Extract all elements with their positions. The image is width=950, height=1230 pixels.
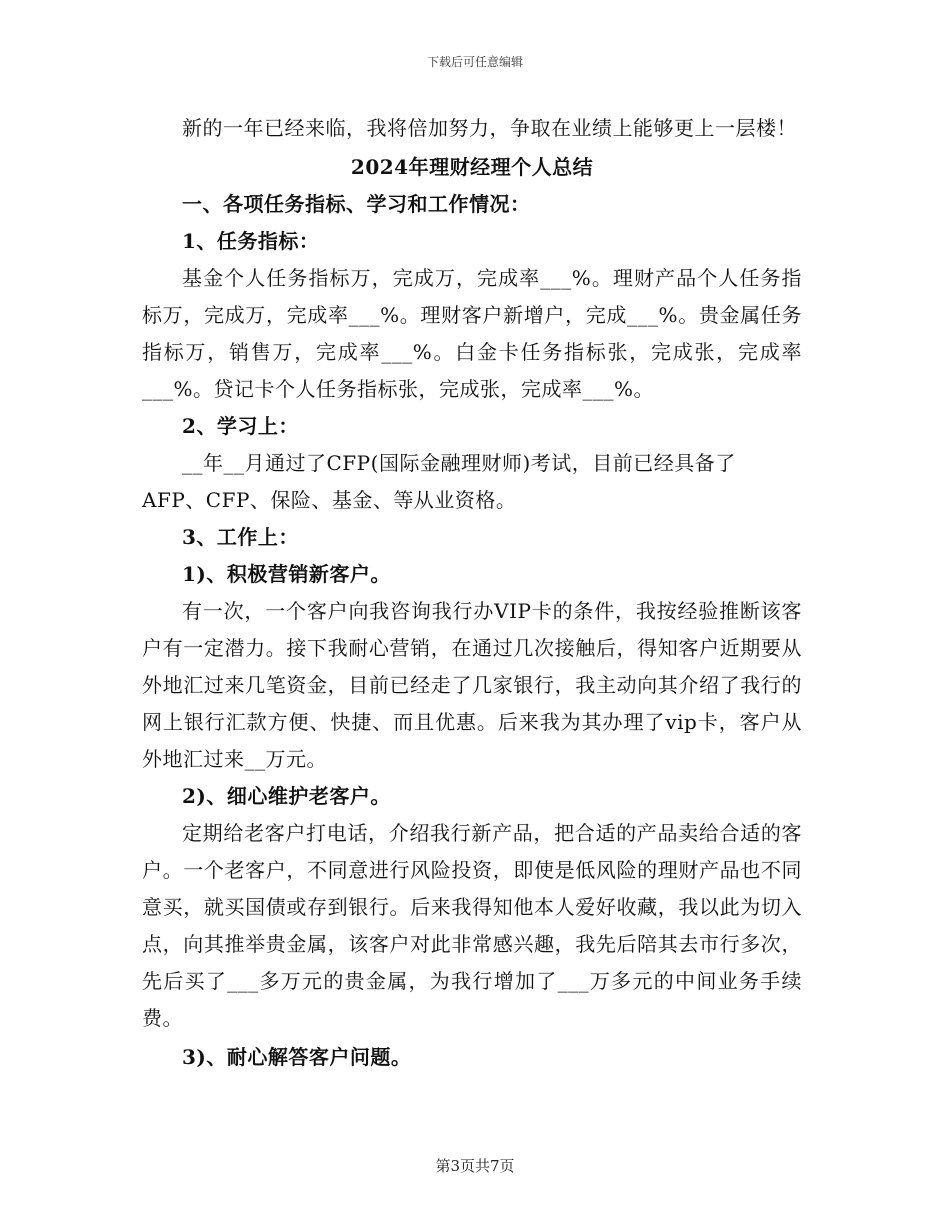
paragraph-study-line2: AFP、CFP、保险、基金、等从业资格。 <box>142 488 517 512</box>
subheading-task-targets: 1、任务指标： <box>182 229 320 253</box>
paragraph-study-line1: __年__月通过了CFP(国际金融理财师)考试，目前已经具备了 <box>182 451 736 475</box>
document-title: 2024年理财经理个人总结 <box>350 155 594 179</box>
page-number-footer: 第3页共7页 <box>435 1157 515 1175</box>
paragraph-new-clients: 有一次，一个客户向我咨询我行办VIP卡的条件，我按经验推断该客户有一定潜力。接下我耐心营销，在通过几次接触后，得知客户近期要从外地汇过来几笔资金，目前已经走了几家银行，我主动向其介绍了我行的网上银行汇款方便、快捷、而且优惠。后来我为其办理了vip卡，客户从外地汇过来__万元。 <box>142 599 802 771</box>
subheading-study: 2、学习上： <box>182 414 299 438</box>
subheading-new-clients: 1)、积极营销新客户。 <box>182 562 391 586</box>
subheading-work: 3、工作上： <box>182 525 299 549</box>
paragraph-intro: 新的一年已经来临，我将倍加努力，争取在业绩上能够更上一层楼！ <box>182 116 797 140</box>
subheading-old-clients: 2)、细心维护老客户。 <box>182 784 391 808</box>
paragraph-task-targets: 基金个人任务指标万，完成万，完成率___%。理财产品个人任务指标万，完成万，完成率___%。理财客户新增户，完成___%。贵金属任务指标万，销售万，完成率___%。白金卡任务指标张，完成张，完成率___%。贷记卡个人任务指标张，完成张，完成率___%。 <box>142 266 802 401</box>
paragraph-old-clients: 定期给老客户打电话，介绍我行新产品，把合适的产品卖给合适的客户。一个老客户，不同意进行风险投资，即使是低风险的理财产品也不同意买，就买国债或存到银行。后来我得知他本人爱好收藏，我以此为切入点，向其推举贵金属，该客户对此非常感兴趣，我先后陪其去市行多次，先后买了___多万元的贵金属，为我行增加了___万多元的中间业务手续费。 <box>142 821 802 1030</box>
section-heading-1: 一、各项任务指标、学习和工作情况： <box>182 192 531 216</box>
page-header-note: 下载后可任意编辑 <box>426 55 523 69</box>
subheading-answer-questions: 3)、耐心解答客户问题。 <box>182 1045 412 1069</box>
document-body <box>142 110 802 1076</box>
